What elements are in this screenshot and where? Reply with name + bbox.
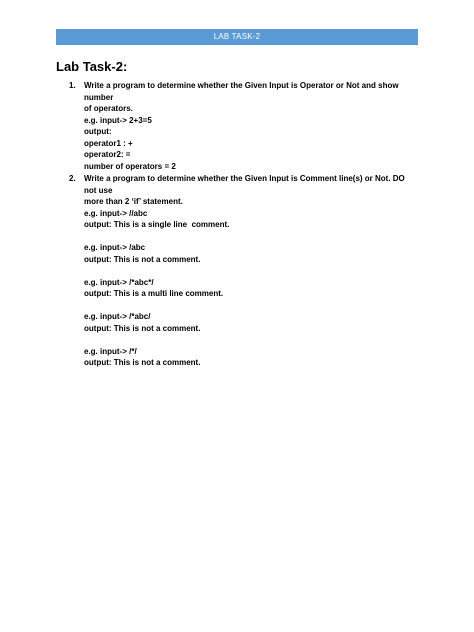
page-header-bar	[56, 29, 418, 45]
task-body	[84, 173, 419, 369]
page-title: Lab Task-2:	[56, 59, 128, 74]
task-line: e.g. input-> /abc	[84, 243, 146, 252]
task-line: number of operators = 2	[84, 161, 176, 171]
task-item-1	[69, 80, 419, 172]
task-line: output: This is a multi line comment.	[84, 289, 224, 298]
task-line: of operators.	[84, 104, 133, 113]
task-body	[84, 80, 419, 172]
task-line: output: This is a single line comment.	[84, 220, 230, 229]
blank-line	[84, 265, 419, 277]
task-line: more than 2 ‘if’ statement.	[84, 197, 183, 206]
task-number: 1.	[69, 81, 76, 90]
task-line: e.g. input-> 2+3=5	[84, 115, 152, 125]
task-line: e.g. input-> /*abc*/	[84, 277, 154, 287]
header-title: LAB TASK-2	[213, 32, 261, 41]
task-number: 2.	[69, 174, 76, 183]
blank-line	[84, 231, 419, 243]
task-line: Write a program to determine whether the Given Input is Comment line(s) or Not. DO not use	[84, 174, 408, 195]
task-line: e.g. input-> /*/	[84, 346, 137, 356]
task-line: operator2: =	[84, 150, 131, 159]
task-line: output:	[84, 127, 112, 136]
task-line: e.g. input-> //abc	[84, 208, 148, 218]
task-line: output: This is not a comment.	[84, 323, 201, 333]
task-item-2	[69, 173, 419, 369]
task-line: output: This is not a comment.	[84, 254, 201, 264]
task-line: output: This is not a comment.	[84, 358, 201, 367]
task-line: Write a program to determine whether the Given Input is Operator or Not and show number	[84, 81, 401, 102]
task-line: operator1 : +	[84, 138, 133, 148]
blank-line	[84, 334, 419, 346]
task-line: e.g. input-> /*abc/	[84, 312, 151, 321]
blank-line	[84, 300, 419, 312]
